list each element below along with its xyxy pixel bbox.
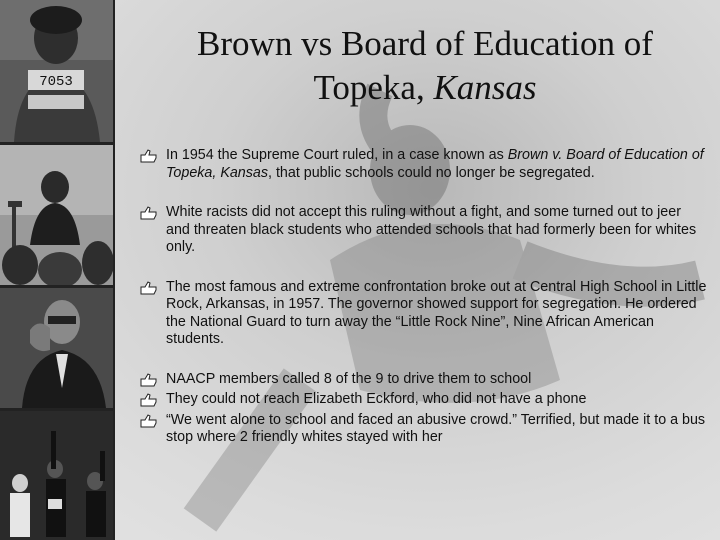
bullet-item-3 — [138, 279, 708, 349]
bullet-list — [138, 147, 708, 447]
speech-photo — [0, 145, 113, 285]
bullet-2-text: White racists did not accept this ruling without a fight, and some turned out to jeer and threaten black students who attended schools that had formerly been for whites only. — [166, 204, 697, 255]
slide-title — [130, 22, 720, 110]
hand-pointing-bullet-icon — [140, 393, 158, 413]
title-line-1: Brown vs Board of Education of — [197, 24, 653, 63]
hand-pointing-bullet-icon — [140, 281, 158, 301]
title-line-2-italic: Kansas — [433, 68, 537, 107]
mugshot-photo — [0, 0, 113, 142]
title-line-2-plain: Topeka, — [313, 68, 434, 107]
olympics-photo — [0, 411, 113, 540]
bullet-item-1 — [138, 147, 708, 182]
bullet-item-5 — [138, 391, 708, 409]
portrait-photo — [0, 288, 113, 408]
bullet-item-2 — [138, 204, 708, 257]
bullet-item-6 — [138, 412, 708, 447]
photo-strip — [0, 0, 115, 540]
bullet-4-text: NAACP members called 8 of the 9 to drive them to school — [166, 370, 532, 387]
bullet-3-text: The most famous and extreme confrontation broke out at Central High School in Little Rock, Arkansas, in 1957. The governor showed support for segregation. He ordered the National Guard to turn away the “Little Rock Nine”, Nine African American students. — [166, 278, 707, 347]
bullet-5-text: They could not reach Elizabeth Eckford, who did not have a phone — [166, 391, 587, 407]
hand-pointing-bullet-icon — [140, 373, 158, 393]
bullet-1-italic: Brown v. Board of Education of Topeka, Kansas — [166, 147, 704, 181]
bullet-1-post: , that public schools could no longer be segregated. — [268, 164, 595, 181]
hand-pointing-bullet-icon — [140, 414, 158, 434]
bullet-item-4 — [138, 371, 708, 389]
bullet-1-pre: In 1954 the Supreme Court ruled, in a case known as — [166, 147, 508, 163]
mugshot-number: 7053 — [39, 74, 73, 90]
hand-pointing-bullet-icon — [140, 149, 158, 169]
title-line-2 — [130, 66, 720, 110]
bullet-6-text: “We went alone to school and faced an abusive crowd.” Terrified, but made it to a bus stop where 2 friendly whites stayed with her — [166, 411, 706, 445]
hand-pointing-bullet-icon — [140, 206, 158, 226]
